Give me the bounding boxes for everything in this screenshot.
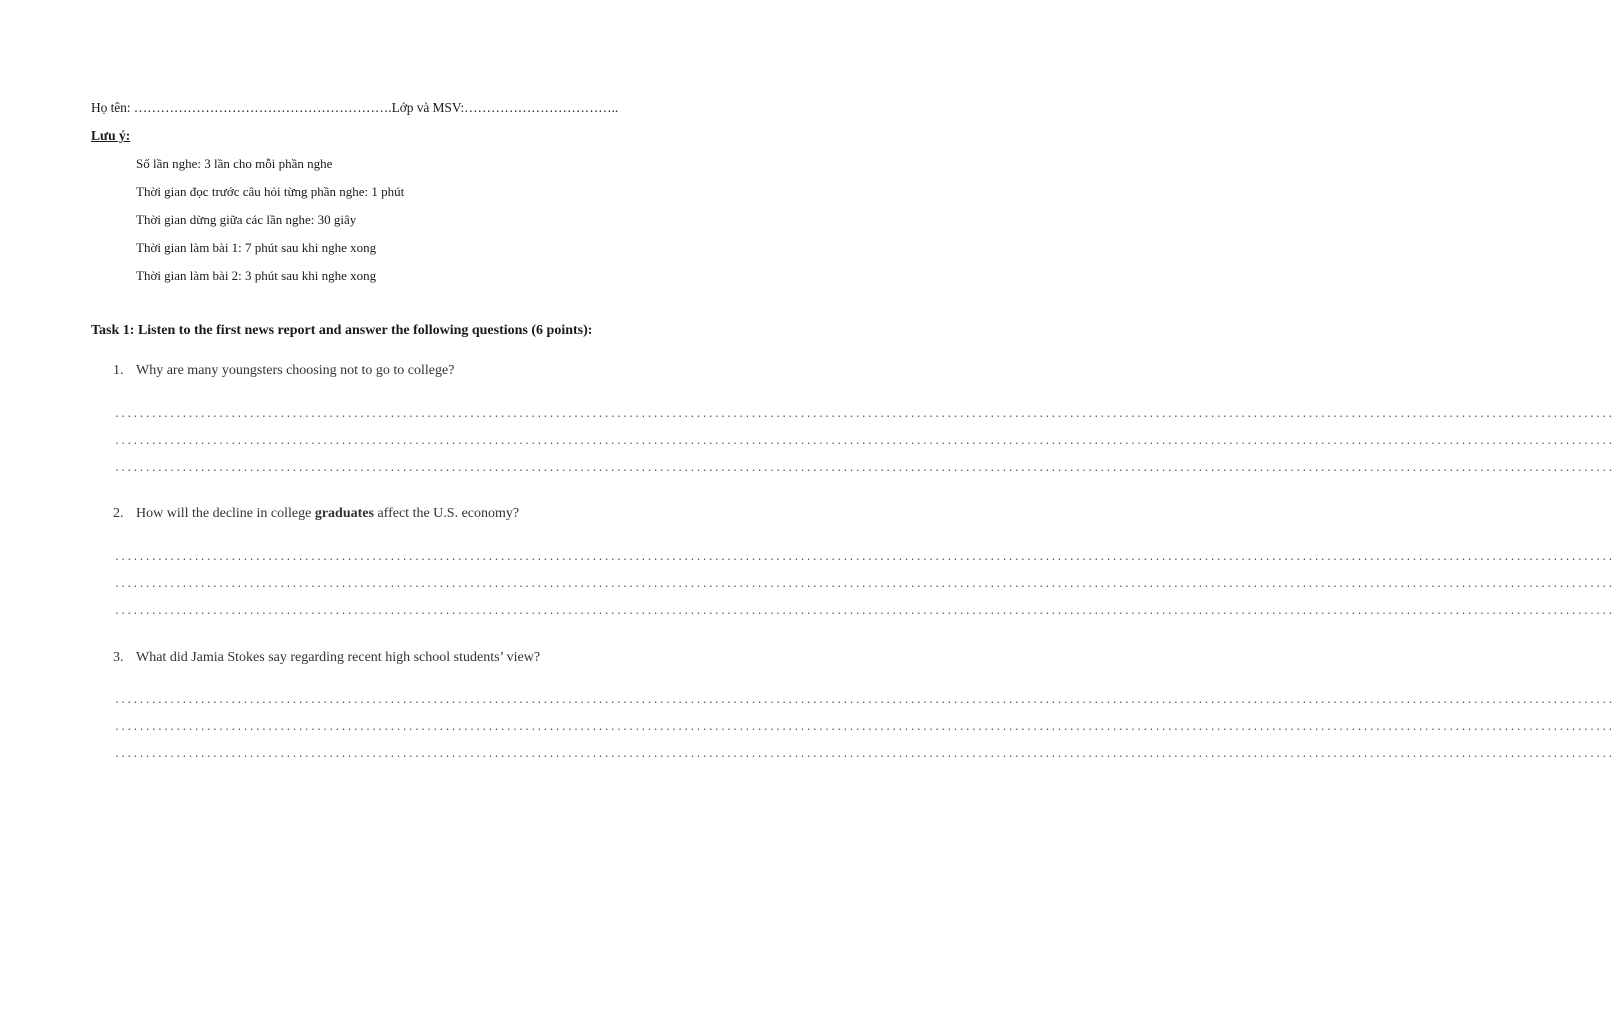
answer-line-1c[interactable]: ..................................................................................................................................................................................................................................................... [114, 463, 1614, 474]
question-1-text: Why are many youngsters choosing not to go to college? [136, 363, 455, 378]
note-item: Thời gian đọc trước câu hỏi từng phần nghe: 1 phút [136, 184, 405, 199]
answer-line-2b[interactable]: ..................................................................................................................................................................................................................................................... [114, 579, 1614, 590]
answer-line-3c[interactable]: ..................................................................................................................................................................................................................................................... [114, 749, 1614, 760]
emphasis-graduates: graduates [314, 506, 374, 521]
student-info-line [91, 100, 618, 116]
question-2-number: 2. [113, 506, 124, 521]
note-item: Số lần nghe: 3 lần cho mỗi phần nghe [136, 156, 333, 171]
notes-title: Lưu ý: [91, 128, 131, 143]
note-item: Thời gian làm bài 2: 3 phút sau khi nghe xong [136, 268, 377, 283]
answer-line-3b[interactable]: ..................................................................................................................................................................................................................................................... [114, 722, 1614, 733]
question-3-text: What did Jamia Stokes say regarding recent high school students’ view? [136, 650, 541, 665]
class-id-label: Lớp và MSV: [391, 100, 465, 115]
question-3-number: 3. [113, 650, 124, 665]
task-1-title: Task 1: Listen to the first news report and answer the following questions (6 points): [91, 323, 593, 338]
answer-line-1a[interactable]: ..................................................................................................................................................................................................................................................... [114, 409, 1614, 420]
class-id-blank: …………………………….. [464, 100, 619, 115]
note-item: Thời gian dừng giữa các lần nghe: 30 giây [136, 212, 357, 227]
name-blank: …………………………………………………. [133, 100, 392, 115]
question-1-number: 1. [113, 363, 124, 378]
answer-line-3a[interactable]: ..................................................................................................................................................................................................................................................... [114, 695, 1614, 706]
answer-line-2c[interactable]: ..................................................................................................................................................................................................................................................... [114, 606, 1614, 617]
name-label: Họ tên: [91, 100, 134, 115]
question-2-text: How will the decline in college graduates affect the U.S. economy? [136, 506, 520, 521]
answer-line-1b[interactable]: ..................................................................................................................................................................................................................................................... [114, 436, 1614, 447]
answer-line-2a[interactable]: ..................................................................................................................................................................................................................................................... [114, 552, 1614, 563]
note-item: Thời gian làm bài 1: 7 phút sau khi nghe xong [136, 240, 377, 255]
